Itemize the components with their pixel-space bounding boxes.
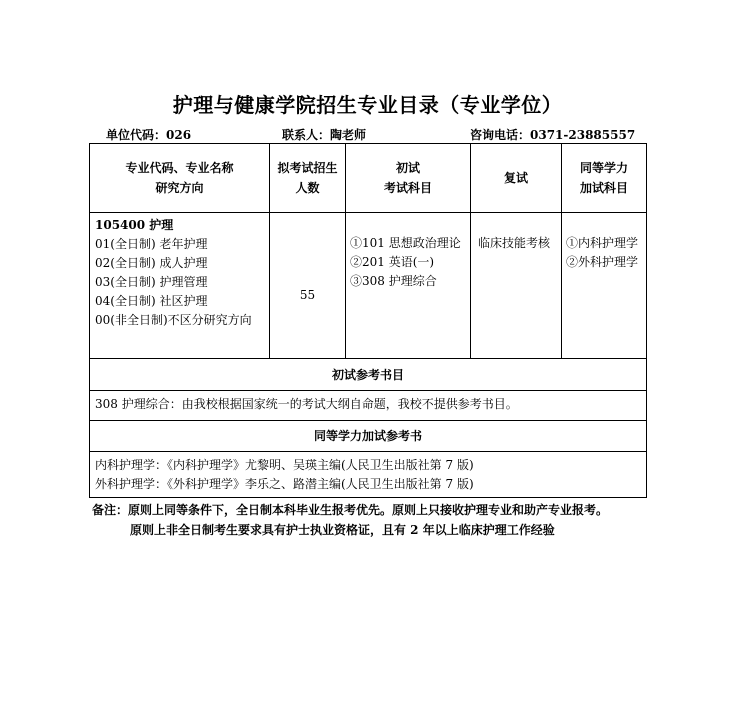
header-retest [471, 144, 561, 212]
header-enrollment-line1: 拟考试招生 [277, 161, 338, 175]
extra-books-heading-text: 同等学力加试参考书 [313, 429, 422, 443]
header-extra [562, 144, 646, 212]
notes [92, 500, 608, 540]
extra-books-heading [90, 421, 646, 451]
retest-subject: 临床技能考核 [478, 236, 551, 250]
extra-book-item: 外科护理学：《外科护理学》李乐之、路潜主编(人民卫生出版社第 7 版) [95, 477, 474, 491]
direction-item: 01(全日制) 老年护理 [95, 237, 208, 251]
header-program [90, 144, 269, 212]
extra-book-item: 内科护理学：《内科护理学》尤黎明、吴瑛主编(人民卫生出版社第 7 版) [95, 458, 474, 472]
header-extra-line2: 加试科目 [579, 181, 628, 195]
direction-item: 03(全日制) 护理管理 [95, 275, 208, 289]
extra-books-list [95, 456, 643, 494]
header-enrollment-line2: 人数 [295, 181, 320, 195]
ref-books-heading-text: 初试参考书目 [331, 367, 404, 382]
ref-books-text: 308 护理综合：由我校根据国家统一的考试大纲自命题，我校不提供参考书目。 [95, 397, 518, 411]
row-divider [90, 451, 646, 452]
extra-subject-item: ②外科护理学 [566, 255, 639, 269]
contact-person: 联系人：陶老师 [282, 128, 367, 142]
header-extra-line1: 同等学力 [579, 161, 628, 175]
direction-item: 02(全日制) 成人护理 [95, 256, 208, 270]
header-exam-line2: 考试科目 [383, 181, 432, 195]
exam-subject-item: ②201 英语(一) [350, 255, 435, 269]
page-title: 护理与健康学院招生专业目录（专业学位） [172, 93, 563, 117]
note-line-2: 原则上非全日制考生要求具有护士执业资格证，且有 2 年以上临床护理工作经验 [130, 523, 555, 537]
ref-books-heading [90, 359, 646, 390]
row-divider [90, 212, 646, 213]
program-cell [95, 216, 267, 330]
direction-item: 04(全日制) 社区护理 [95, 294, 208, 308]
extra-subjects [566, 234, 646, 272]
header-enrollment [270, 144, 345, 212]
header-exam-line1: 初试 [395, 161, 420, 175]
header-program-line2: 研究方向 [155, 181, 204, 195]
row-divider [90, 390, 646, 391]
header-retest-label: 复试 [503, 171, 528, 185]
contact-phone: 咨询电话：0371-23885557 [470, 128, 636, 142]
header-program-line1: 专业代码、专业名称 [125, 161, 234, 175]
note-line-1: 备注：原则上同等条件下，全日制本科毕业生报考优先。原则上只接收护理专业和助产专业报考。 [92, 503, 609, 517]
unit-code: 单位代码：026 [106, 128, 192, 142]
catalog-table [89, 143, 647, 498]
extra-subject-item: ①内科护理学 [566, 236, 639, 250]
header-exam [346, 144, 470, 212]
exam-subject-item: ③308 护理综合 [350, 274, 437, 288]
enrollment-count: 55 [299, 288, 316, 302]
exam-subject-item: ①101 思想政治理论 [350, 236, 461, 250]
exam-subjects [350, 234, 470, 291]
direction-item: 00(非全日制)不区分研究方向 [95, 313, 252, 327]
program-code-name: 105400 护理 [95, 218, 174, 232]
